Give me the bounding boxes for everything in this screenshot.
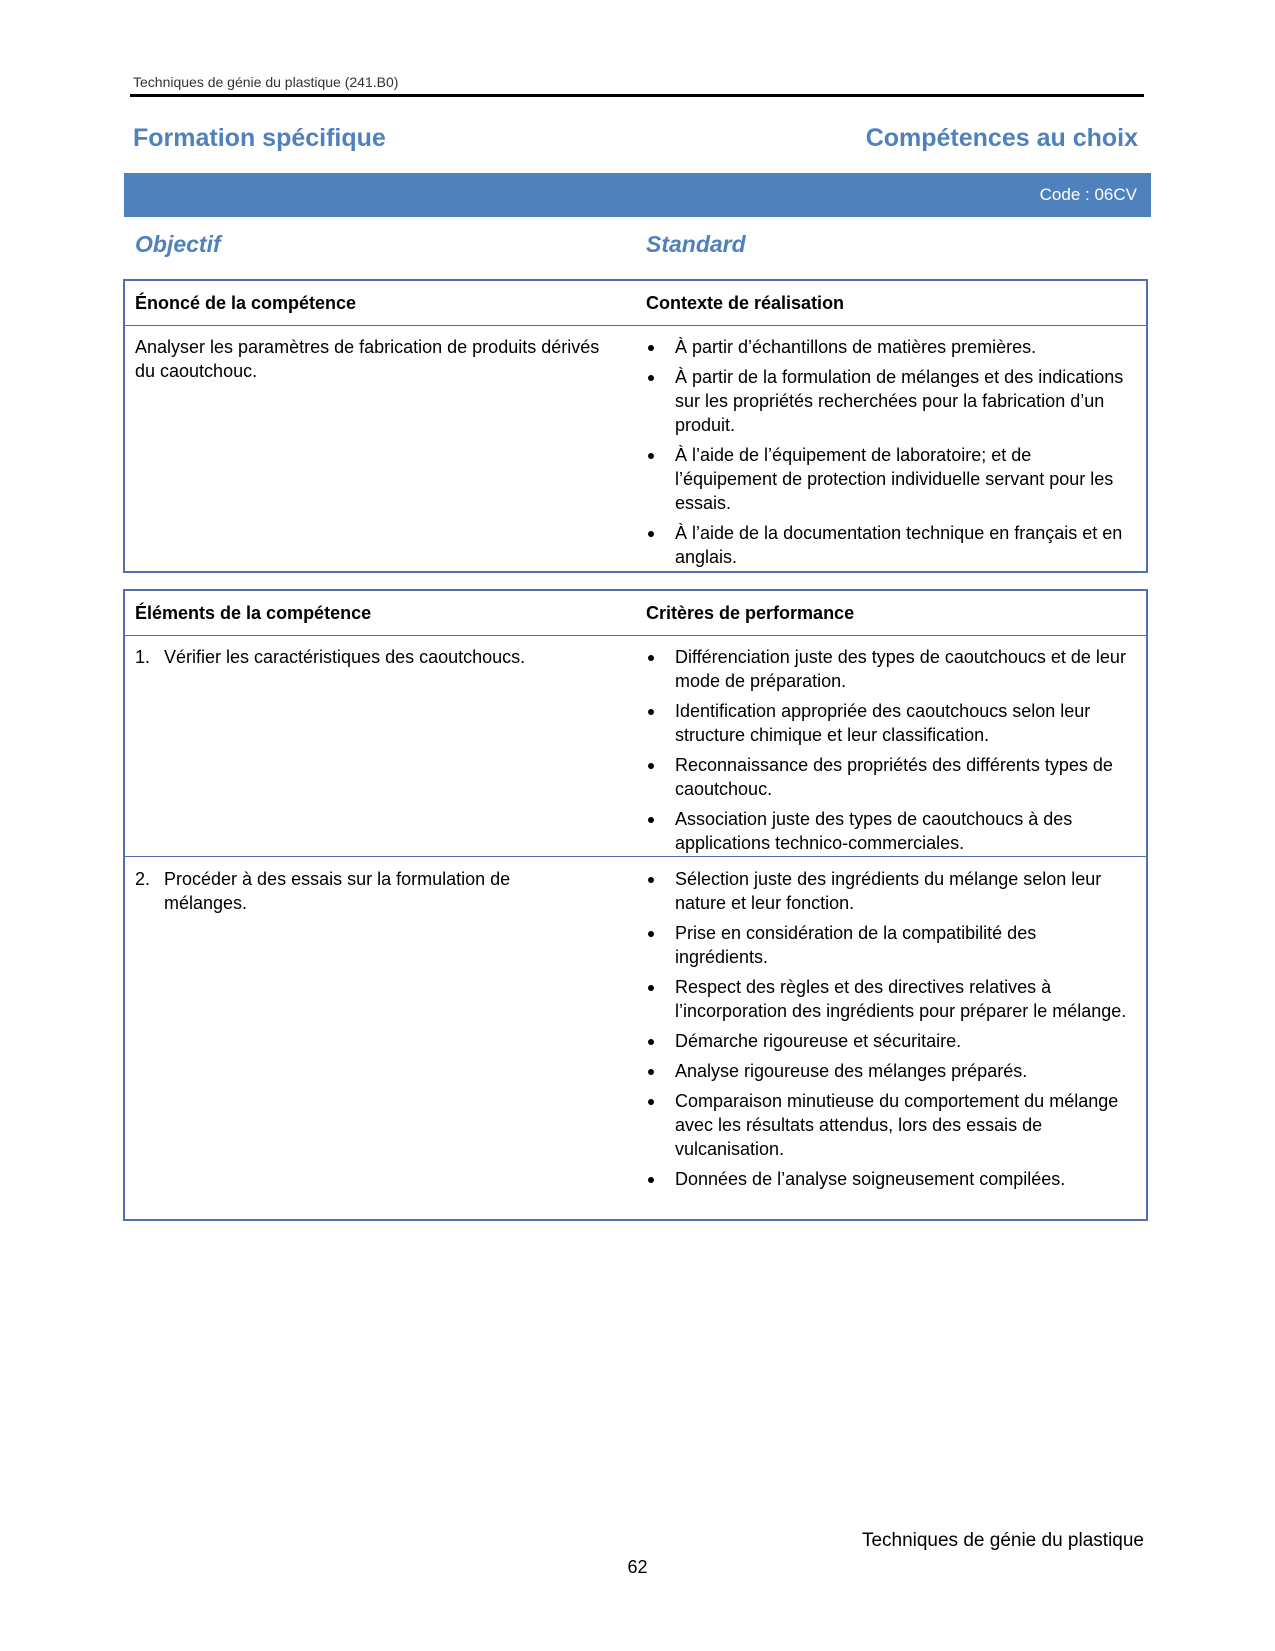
title-row: [133, 124, 1138, 153]
competency-code: Code : 06CV: [1039, 185, 1137, 204]
list-item: Prise en considération de la compatibilité des ingrédients.: [646, 921, 1131, 969]
criteria-header: Critères de performance: [646, 603, 855, 623]
list-item: À partir d’échantillons de matières premières.: [646, 335, 1131, 359]
table-row-element-1: [135, 645, 565, 669]
list-item: Comparaison minutieuse du comportement du mélange avec les résultats attendus, lors des essais de vulcanisation.: [646, 1089, 1131, 1161]
statement-table-header: [125, 281, 1146, 326]
list-item: Respect des règles et des directives relatives à l’incorporation des ingrédients pour préparer le mélange.: [646, 975, 1131, 1023]
context-header: Contexte de réalisation: [646, 293, 845, 313]
page-number: 62: [627, 1557, 648, 1577]
list-item: Différenciation juste des types de caoutchoucs et de leur mode de préparation.: [646, 645, 1131, 693]
list-item: Données de l’analyse soigneusement compilées.: [646, 1167, 1131, 1191]
elements-table-header: [125, 591, 1146, 636]
list-item: À partir de la formulation de mélanges et des indications sur les propriétés recherchées pour la fabrication d’un produit.: [646, 365, 1131, 437]
section-title: Formation spécifique: [133, 124, 386, 152]
list-item: Sélection juste des ingrédients du mélange selon leur nature et leur fonction.: [646, 867, 1131, 915]
running-header: Techniques de génie du plastique (241.B0): [133, 74, 399, 90]
list-item: Analyse rigoureuse des mélanges préparés.: [646, 1059, 1131, 1083]
element-text: Vérifier les caractéristiques des caoutchoucs.: [164, 647, 526, 667]
statement-table: [123, 279, 1148, 573]
statement-header: Énoncé de la compétence: [135, 293, 357, 313]
list-item: Reconnaissance des propriétés des différents types de caoutchouc.: [646, 753, 1131, 801]
competency-statement: Analyser les paramètres de fabrication de produits dérivés du caoutchouc.: [135, 337, 600, 381]
element-number: 2.: [135, 869, 151, 889]
code-band: [124, 173, 1151, 217]
standard-label: Standard: [646, 231, 746, 257]
context-list: [646, 335, 1131, 575]
list-item: À l’aide de la documentation technique en français et en anglais.: [646, 521, 1131, 569]
row-divider: [125, 856, 1146, 857]
list-item: Association juste des types de caoutchoucs à des applications technico-commerciales.: [646, 807, 1131, 855]
element-number: 1.: [135, 647, 151, 667]
list-item: Démarche rigoureuse et sécuritaire.: [646, 1029, 1131, 1053]
list-item: Identification appropriée des caoutchoucs selon leur structure chimique et leur classification.: [646, 699, 1131, 747]
elements-table: [123, 589, 1148, 1221]
criteria-list-2: [646, 867, 1131, 1197]
category-title: Compétences au choix: [865, 124, 1138, 152]
criteria-list-1: [646, 645, 1131, 861]
header-rule: [130, 94, 1144, 97]
element-text: Procéder à des essais sur la formulation de mélanges.: [164, 869, 511, 913]
elements-header: Éléments de la compétence: [135, 603, 372, 623]
table-row-element-2: [135, 867, 565, 915]
footer-program: Techniques de génie du plastique: [861, 1530, 1144, 1551]
list-item: À l’aide de l’équipement de laboratoire; et de l’équipement de protection individuelle servant pour les essais.: [646, 443, 1131, 515]
objective-label: Objectif: [135, 231, 221, 257]
